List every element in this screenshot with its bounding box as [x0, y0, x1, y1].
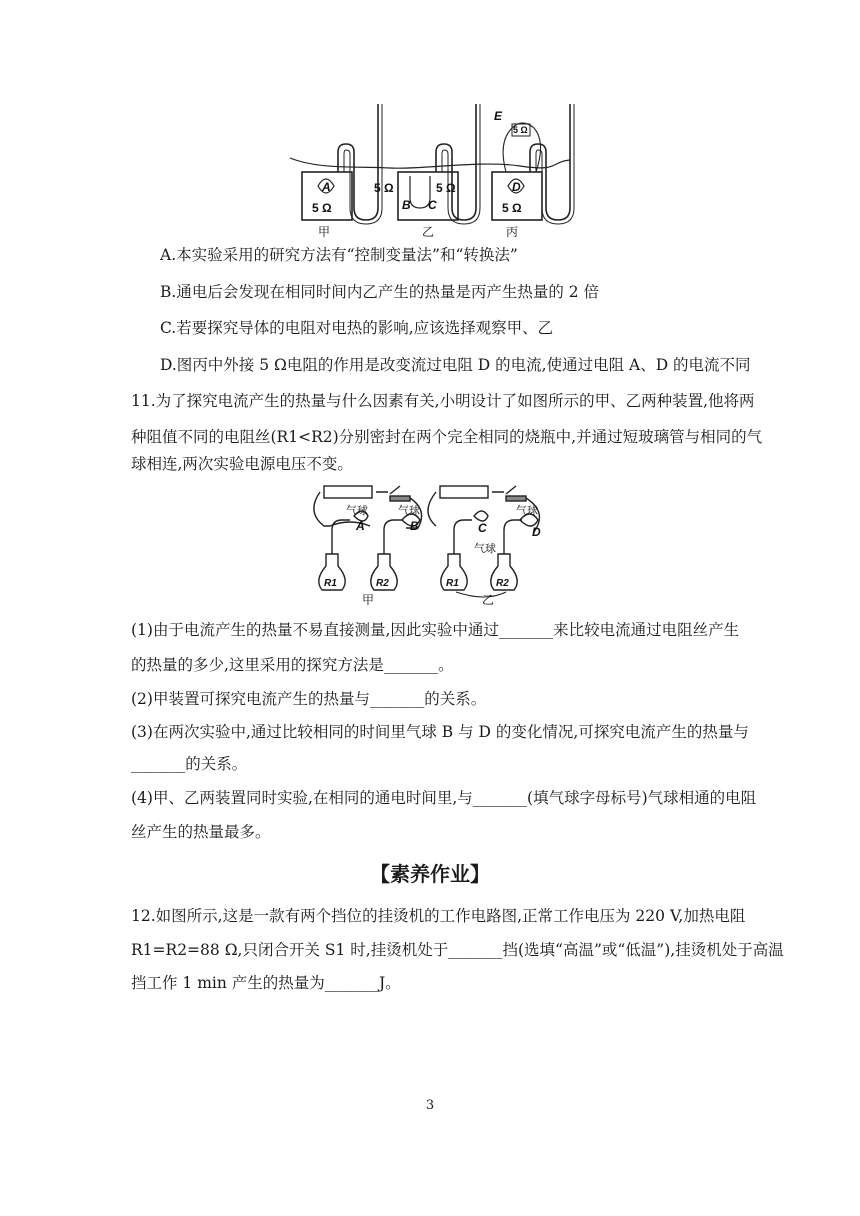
q11-sub-3-line-1: (3)在两次实验中,通过比较相同的时间里气球 B 与 D 的变化情况,可探究电流产生的热量与 — [131, 723, 749, 741]
letter-a: A — [356, 519, 365, 533]
q11-sub-1-line-2: 的热量的多少,这里采用的探究方法是_______。 — [131, 656, 454, 674]
q12-line-1: 12.如图所示,这是一款有两个挡位的挂烫机的工作电路图,正常工作电压为 220 V,加热电阻 — [131, 907, 746, 925]
q12-line-3: 挡工作 1 min 产生的热量为_______J。 — [131, 974, 401, 992]
resistance-b: 5 Ω — [374, 181, 394, 195]
label-d: D — [512, 180, 521, 194]
section-title: 【素养作业】 — [370, 862, 490, 886]
figure-flask-balloon-apparatus — [306, 478, 556, 608]
q11-sub-1-line-1: (1)由于电流产生的热量不易直接测量,因此实验中通过_______来比较电流通过电阻丝产生 — [131, 621, 740, 639]
letter-b: B — [410, 519, 419, 533]
letter-c: C — [478, 521, 487, 535]
r1-right: R1 — [446, 578, 459, 589]
caption-yi-2: 乙 — [482, 593, 495, 607]
q10-option-c: C.若要探究导体的电阻对电热的影响,应该选择观察甲、乙 — [160, 319, 554, 337]
label-a: A — [322, 180, 331, 194]
label-e: E — [494, 109, 503, 123]
balloon-label-b: 气球 — [398, 505, 420, 517]
letter-d: D — [532, 525, 541, 539]
q11-sub-3-line-2: _______的关系。 — [131, 755, 248, 773]
q11-stem-line-3: 球相连,两次实验电源电压不变。 — [131, 455, 353, 473]
r1-left: R1 — [324, 578, 337, 589]
q11-sub-4-line-2: 丝产生的热量最多。 — [131, 823, 271, 841]
balloon-label-c: 气球 — [474, 543, 496, 555]
page-number: 3 — [425, 1098, 435, 1113]
resistance-c: 5 Ω — [436, 181, 456, 195]
resistance-e: 5 Ω — [513, 125, 528, 135]
caption-jia-2: 甲 — [362, 593, 375, 607]
caption-bing: 丙 — [506, 225, 519, 239]
balloon-label-a: 气球 — [346, 505, 368, 517]
resistance-d: 5 Ω — [502, 201, 522, 215]
figure-joule-heat-u-tubes — [280, 100, 580, 240]
q11-sub-2: (2)甲装置可探究电流产生的热量与_______的关系。 — [131, 690, 487, 708]
r2-right: R2 — [496, 578, 509, 589]
caption-jia: 甲 — [318, 225, 331, 239]
label-c: C — [428, 198, 437, 212]
caption-yi: 乙 — [422, 225, 435, 239]
q10-option-d: D.图丙中外接 5 Ω电阻的作用是改变流过电阻 D 的电流,使通过电阻 A、D 的电流不同 — [160, 356, 751, 374]
r2-left: R2 — [376, 578, 389, 589]
q11-stem-line-1: 11.为了探究电流产生的热量与什么因素有关,小明设计了如图所示的甲、乙两种装置,他将两 — [131, 392, 755, 410]
balloon-label-d: 气球 — [516, 505, 538, 517]
q11-sub-4-line-1: (4)甲、乙两装置同时实验,在相同的通电时间里,与_______(填气球字母标号)气球相通的电阻 — [131, 789, 757, 807]
q11-stem-line-2: 种阻值不同的电阻丝(R1<R2)分别密封在两个完全相同的烧瓶中,并通过短玻璃管与相同的气 — [131, 428, 763, 446]
q10-option-b: B.通电后会发现在相同时间内乙产生的热量是丙产生热量的 2 倍 — [160, 283, 600, 301]
resistance-a: 5 Ω — [312, 201, 332, 215]
q10-option-a: A.本实验采用的研究方法有“控制变量法”和“转换法” — [160, 246, 518, 264]
q12-line-2: R1=R2=88 Ω,只闭合开关 S1 时,挂烫机处于_______挡(选填“高温”或“低温”),挂烫机处于高温 — [131, 941, 784, 959]
label-b: B — [402, 198, 411, 212]
